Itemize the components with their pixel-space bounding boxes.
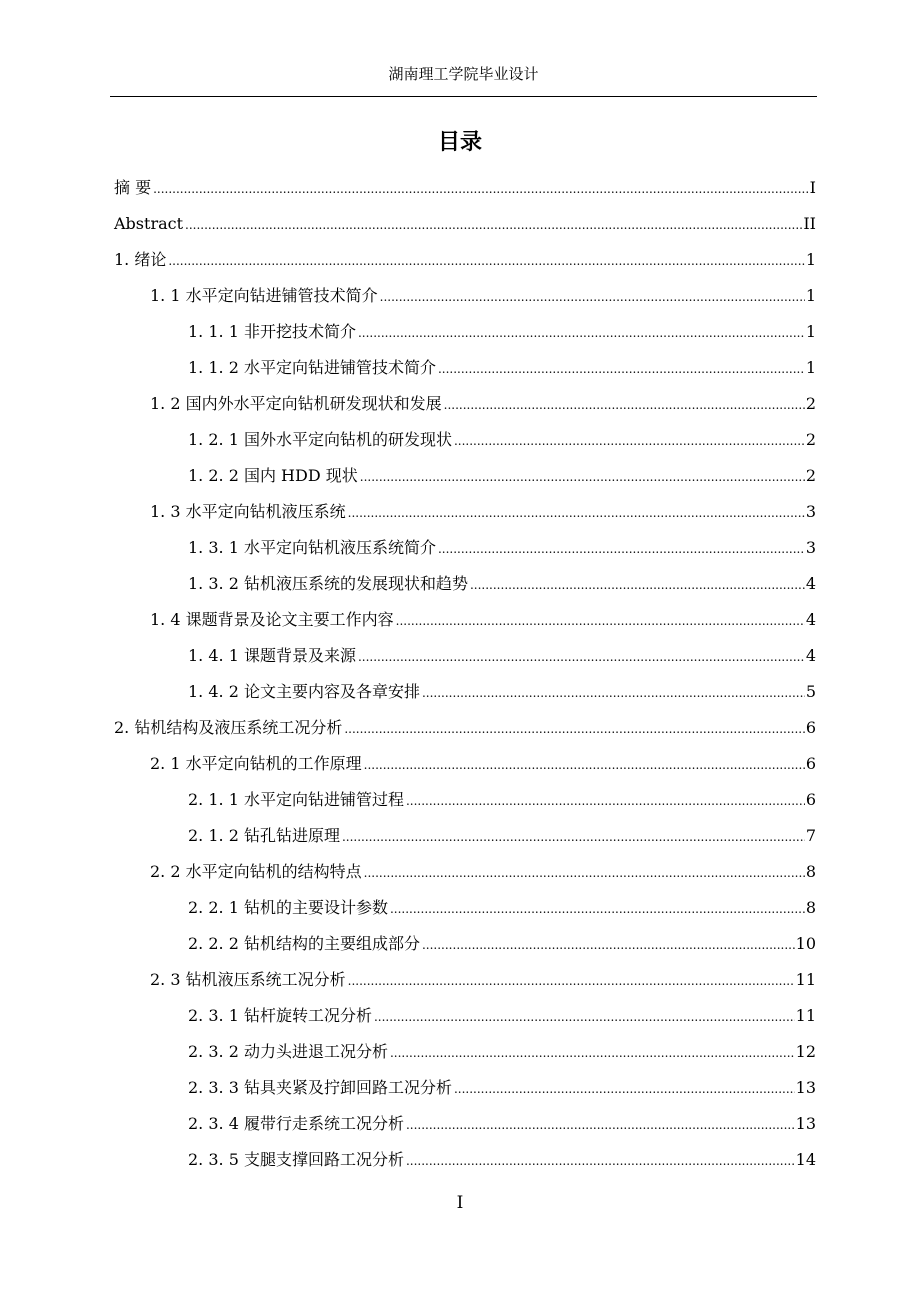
toc-entry[interactable]	[114, 638, 816, 674]
toc-entry-page: 2	[805, 430, 816, 449]
toc-entry[interactable]	[114, 242, 816, 278]
toc-entry-label: 2. 3. 5 支腿支撑回路工况分析	[188, 1150, 404, 1169]
toc-entry-page: 8	[805, 898, 816, 917]
toc-entry-label: 2. 3. 1 钻杆旋转工况分析	[188, 1006, 372, 1025]
running-header: 湖南理工学院毕业设计	[388, 65, 539, 83]
toc-entry[interactable]	[114, 782, 816, 818]
toc-entry[interactable]	[114, 566, 816, 602]
toc-entry-label: 2. 2 水平定向钻机的结构特点	[150, 862, 362, 881]
table-of-contents	[114, 170, 816, 1178]
toc-entry-page: 1	[805, 358, 816, 377]
toc-entry-page: 11	[795, 970, 816, 989]
toc-entry[interactable]	[114, 170, 816, 206]
toc-entry-label: 1. 1. 1 非开挖技术简介	[188, 322, 356, 341]
toc-entry-page: 4	[805, 574, 816, 593]
toc-entry-label: 1. 3. 1 水平定向钻机液压系统简介	[188, 538, 436, 557]
toc-entry-page: 14	[795, 1150, 816, 1169]
toc-entry[interactable]	[114, 746, 816, 782]
toc-leader-dots	[348, 495, 805, 531]
toc-entry[interactable]	[114, 422, 816, 458]
toc-entry[interactable]	[114, 386, 816, 422]
toc-entry-page: 2	[805, 466, 816, 485]
toc-entry-page: 4	[805, 610, 816, 629]
toc-leader-dots	[406, 1143, 795, 1179]
toc-leader-dots	[358, 639, 805, 675]
toc-entry-label: 1. 1 水平定向钻进铺管技术简介	[150, 286, 378, 305]
toc-entry[interactable]	[114, 494, 816, 530]
toc-leader-dots	[390, 1035, 795, 1071]
toc-entry-label: 1. 4. 1 课题背景及来源	[188, 646, 356, 665]
toc-entry[interactable]	[114, 710, 816, 746]
toc-leader-dots	[364, 747, 805, 783]
page-number: I	[456, 1193, 464, 1213]
toc-entry[interactable]	[114, 854, 816, 890]
toc-entry[interactable]	[114, 530, 816, 566]
toc-leader-dots	[438, 351, 805, 387]
toc-entry[interactable]	[114, 314, 816, 350]
toc-entry-page: 11	[795, 1006, 816, 1025]
toc-leader-dots	[396, 603, 805, 639]
toc-entry-page: 2	[805, 394, 816, 413]
toc-entry-label: Abstract	[114, 214, 184, 233]
toc-leader-dots	[454, 423, 805, 459]
toc-entry-page: 6	[805, 790, 816, 809]
toc-entry[interactable]	[114, 818, 816, 854]
toc-entry[interactable]	[114, 1070, 816, 1106]
toc-entry-label: 1. 绪论	[114, 250, 167, 269]
toc-leader-dots	[342, 819, 805, 855]
toc-entry[interactable]	[114, 674, 816, 710]
toc-entry-label: 1. 4. 2 论文主要内容及各章安排	[188, 682, 420, 701]
toc-leader-dots	[185, 207, 802, 243]
toc-entry-label: 2. 3 钻机液压系统工况分析	[150, 970, 346, 989]
toc-leader-dots	[406, 1107, 795, 1143]
toc-entry-page: 12	[795, 1042, 816, 1061]
toc-entry-page: 1	[805, 286, 816, 305]
toc-entry-label: 2. 3. 2 动力头进退工况分析	[188, 1042, 388, 1061]
toc-entry-page: 1	[805, 322, 816, 341]
toc-entry[interactable]	[114, 602, 816, 638]
toc-entry-label: 2. 3. 3 钻具夹紧及拧卸回路工况分析	[188, 1078, 452, 1097]
toc-entry-page: 13	[795, 1114, 816, 1133]
toc-entry-label: 2. 2. 1 钻机的主要设计参数	[188, 898, 388, 917]
toc-entry[interactable]	[114, 350, 816, 386]
toc-leader-dots	[422, 675, 805, 711]
toc-entry-label: 1. 3 水平定向钻机液压系统	[150, 502, 346, 521]
toc-entry-label: 1. 1. 2 水平定向钻进铺管技术简介	[188, 358, 436, 377]
toc-entry-page: 6	[805, 754, 816, 773]
toc-entry-label: 2. 钻机结构及液压系统工况分析	[114, 718, 343, 737]
toc-leader-dots	[454, 1071, 795, 1107]
toc-entry[interactable]	[114, 1142, 816, 1178]
toc-leader-dots	[360, 459, 805, 495]
toc-leader-dots	[444, 387, 805, 423]
toc-entry-label: 1. 2. 1 国外水平定向钻机的研发现状	[188, 430, 452, 449]
toc-entry-label: 摘 要	[114, 178, 152, 197]
toc-entry-page: 1	[805, 250, 816, 269]
toc-entry-page: 6	[805, 718, 816, 737]
toc-entry-label: 2. 1 水平定向钻机的工作原理	[150, 754, 362, 773]
toc-entry[interactable]	[114, 1106, 816, 1142]
toc-entry-page: 10	[795, 934, 816, 953]
toc-entry[interactable]	[114, 890, 816, 926]
toc-leader-dots	[438, 531, 805, 567]
toc-leader-dots	[344, 711, 804, 747]
toc-leader-dots	[168, 243, 804, 279]
toc-entry-page: 3	[805, 538, 816, 557]
toc-entry[interactable]	[114, 962, 816, 998]
toc-entry[interactable]	[114, 206, 816, 242]
toc-entry-page: 7	[805, 826, 816, 845]
toc-leader-dots	[422, 927, 795, 963]
toc-entry-page: I	[809, 178, 816, 197]
toc-entry-page: 4	[805, 646, 816, 665]
toc-leader-dots	[406, 783, 805, 819]
toc-title: 目录	[437, 129, 482, 155]
toc-entry-page: 13	[795, 1078, 816, 1097]
toc-entry-label: 1. 2 国内外水平定向钻机研发现状和发展	[150, 394, 442, 413]
toc-leader-dots	[374, 999, 795, 1035]
toc-entry-label: 2. 3. 4 履带行走系统工况分析	[188, 1114, 404, 1133]
toc-leader-dots	[470, 567, 805, 603]
toc-entry-page: II	[803, 214, 816, 233]
toc-leader-dots	[358, 315, 805, 351]
toc-entry[interactable]	[114, 926, 816, 962]
toc-entry-label: 1. 3. 2 钻机液压系统的发展现状和趋势	[188, 574, 468, 593]
toc-leader-dots	[390, 891, 805, 927]
toc-entry-label: 2. 1. 1 水平定向钻进铺管过程	[188, 790, 404, 809]
toc-entry-page: 3	[805, 502, 816, 521]
toc-entry[interactable]	[114, 278, 816, 314]
toc-entry-label: 1. 4 课题背景及论文主要工作内容	[150, 610, 394, 629]
toc-leader-dots	[348, 963, 795, 999]
header-divider	[110, 96, 817, 97]
toc-entry[interactable]	[114, 998, 816, 1034]
toc-leader-dots	[380, 279, 805, 315]
toc-entry-label: 2. 2. 2 钻机结构的主要组成部分	[188, 934, 420, 953]
toc-entry-label: 1. 2. 2 国内 HDD 现状	[188, 466, 358, 485]
toc-entry-label: 2. 1. 2 钻孔钻进原理	[188, 826, 340, 845]
toc-leader-dots	[153, 171, 809, 207]
toc-leader-dots	[364, 855, 805, 891]
toc-entry-page: 8	[805, 862, 816, 881]
toc-entry-page: 5	[805, 682, 816, 701]
toc-entry[interactable]	[114, 458, 816, 494]
toc-entry[interactable]	[114, 1034, 816, 1070]
